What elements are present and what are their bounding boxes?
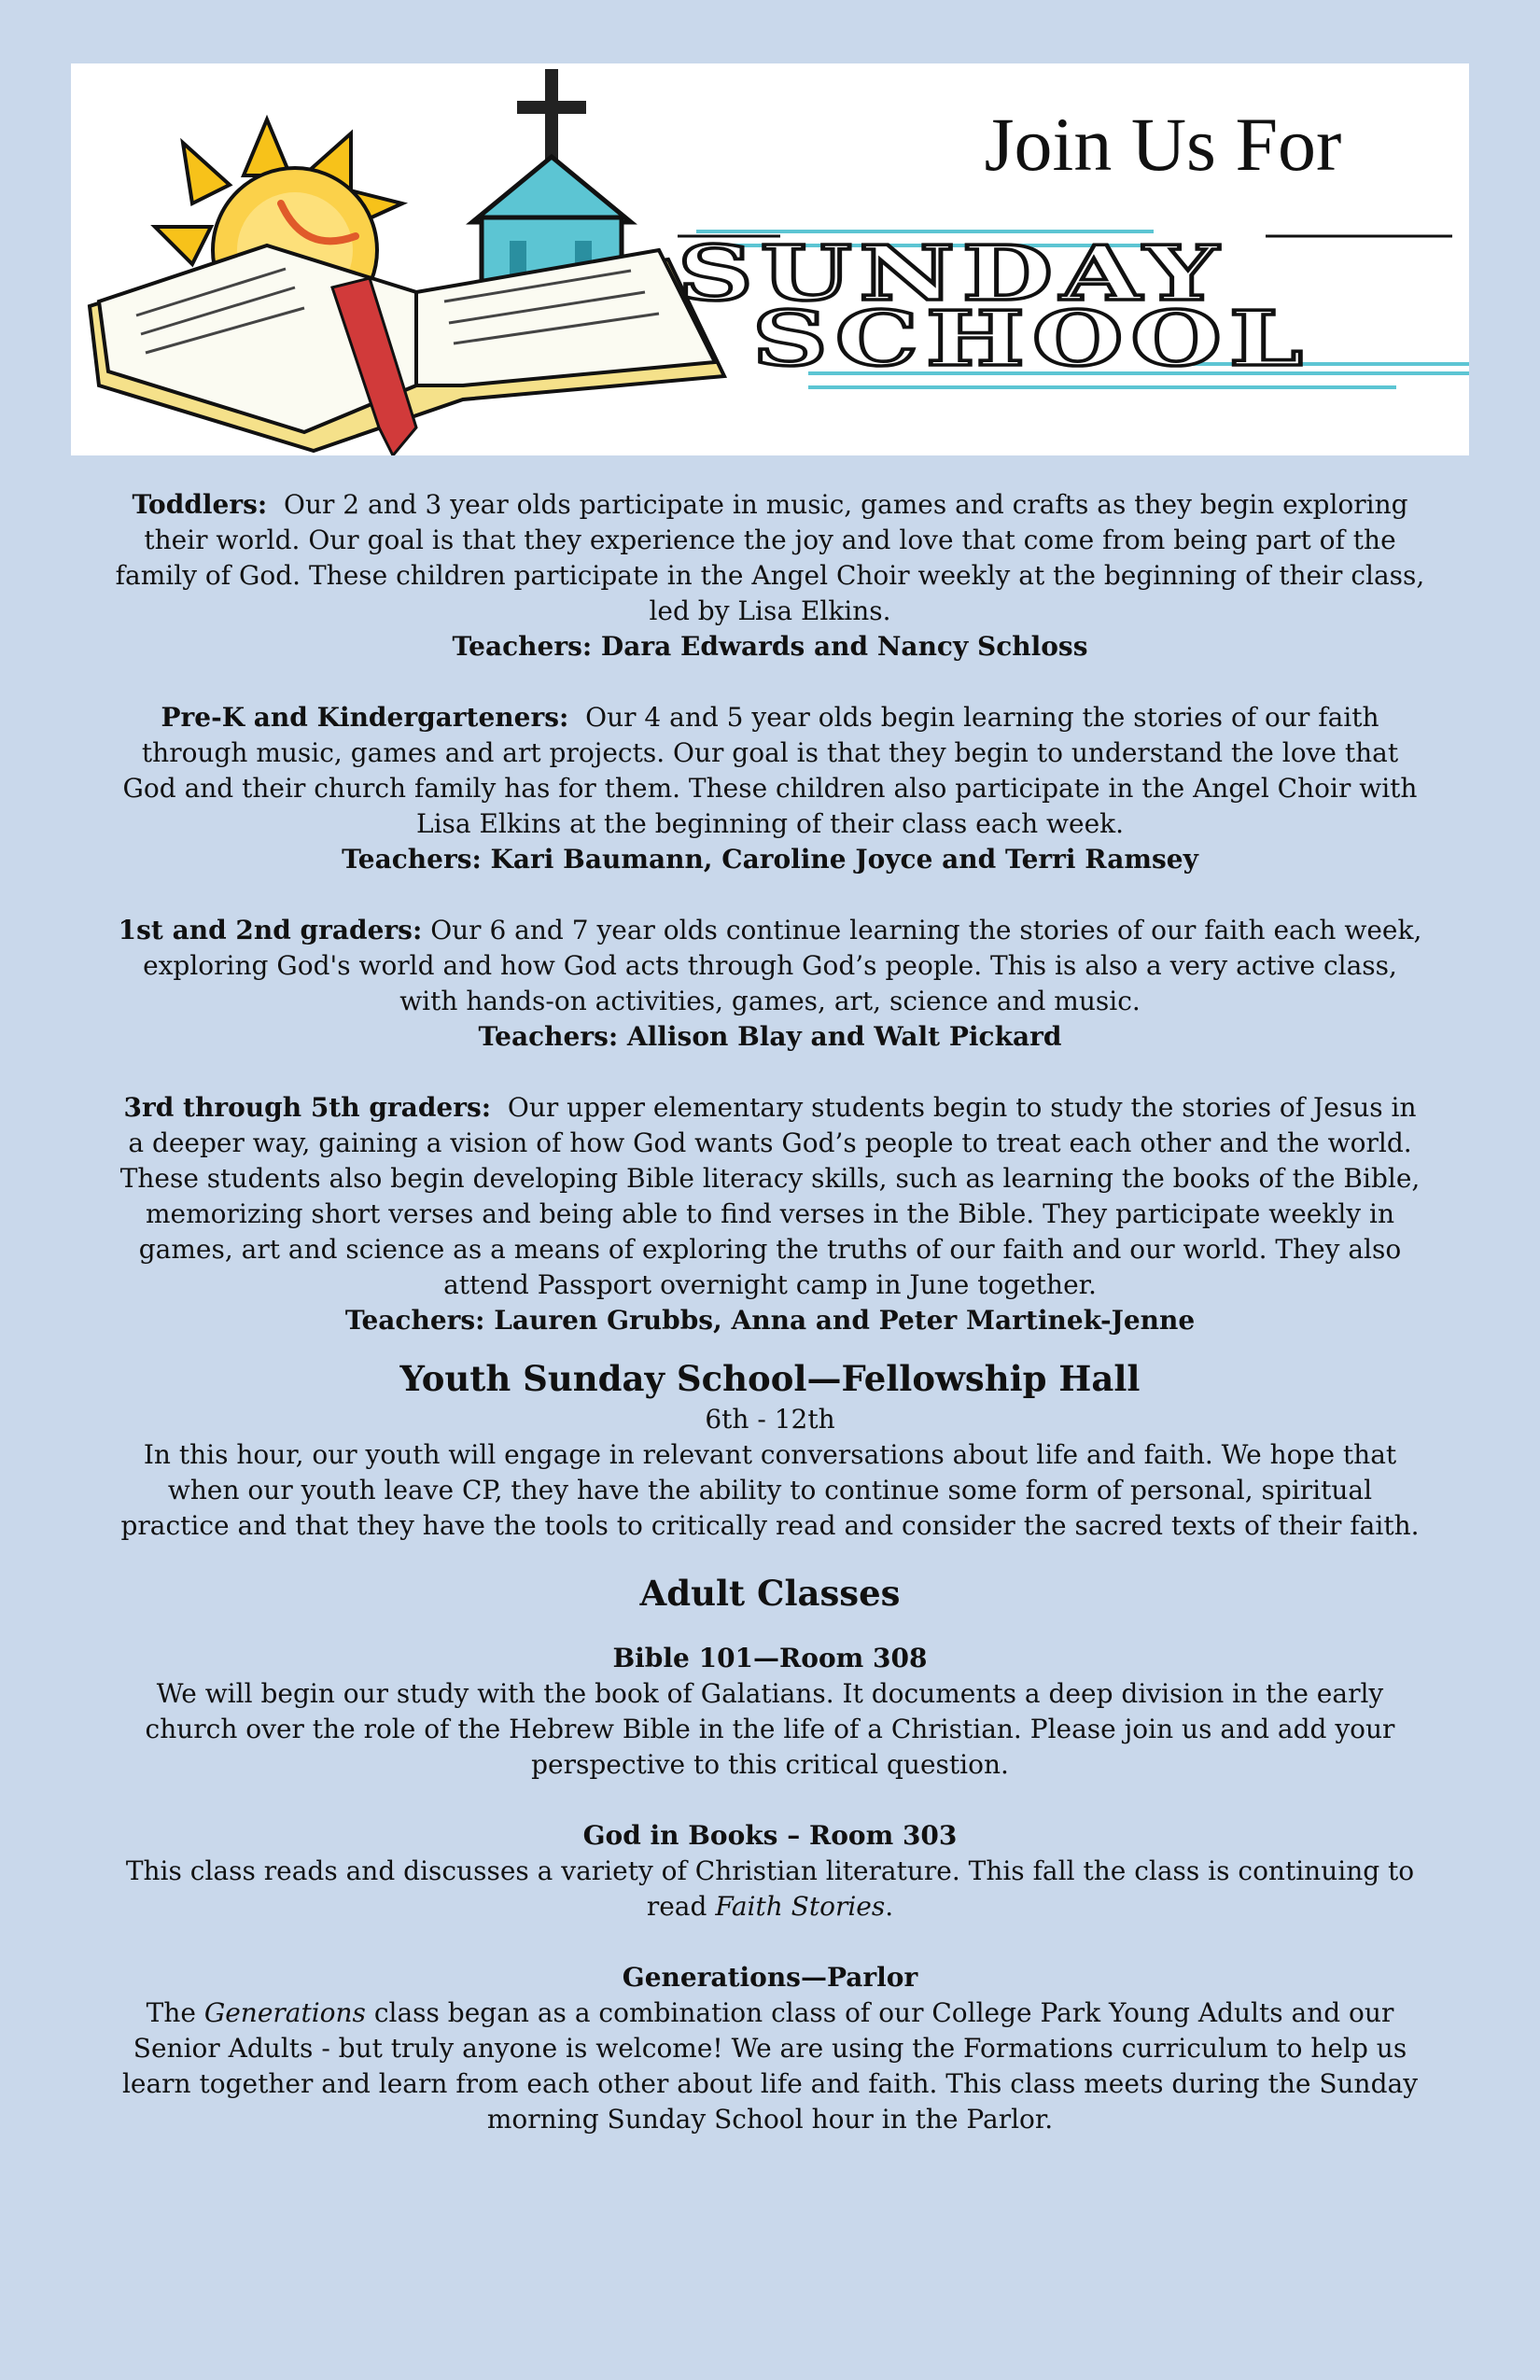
banner-title: Join Us For	[984, 102, 1342, 187]
section-adult	[112, 1570, 1428, 2137]
adult-heading: Adult Classes	[639, 1573, 901, 1614]
adult-class-god-in-books	[112, 1818, 1428, 1925]
section-label: Pre-K and Kindergarteners:	[161, 702, 569, 733]
section-label: Toddlers:	[132, 489, 268, 520]
section-label: 3rd through 5th graders:	[123, 1092, 492, 1123]
youth-heading: Youth Sunday School—Fellowship Hall	[399, 1358, 1141, 1399]
class-title: Bible 101—Room 308	[612, 1643, 928, 1673]
adult-class-generations	[112, 1960, 1428, 2137]
section-1st-2nd	[112, 913, 1428, 1055]
section-text: Our upper elementary students begin to study the stories of Jesus in a deeper way, gaining a vision of how God wants God’s people to treat each other and the world. These students also begin developing Bible literacy skills, such as learning the books of the Bible, memorizing short verses and being able to find verses in the Bible. They participate weekly in games, art and science as a means of exploring the truths of our faith and our world. They also attend Passport overnight camp in June together.	[119, 1092, 1421, 1300]
youth-grades: 6th - 12th	[705, 1404, 835, 1435]
section-text: Our 2 and 3 year olds participate in music, games and crafts as they begin exploring their world. Our goal is that they experience the joy and love that come from being part of the family of God. These children participate in the Angel Choir weekly at the beginning of their class, led by Lisa Elkins.	[115, 489, 1425, 626]
section-label: 1st and 2nd graders:	[118, 915, 423, 945]
section-text: Our 6 and 7 year olds continue learning the stories of our faith each week, exploring God's world and how God acts through God’s people. This is also a very active class, with hands-on activities, games, art, science and music.	[143, 915, 1422, 1016]
header-banner	[71, 63, 1469, 455]
banner-word-sunday: SUNDAY	[678, 230, 1226, 318]
class-text: The	[146, 1997, 204, 2028]
section-youth	[112, 1355, 1428, 1544]
adult-class-bible-101	[112, 1641, 1428, 1783]
section-teachers: Teachers: Lauren Grubbs, Anna and Peter Martinek-Jenne	[344, 1305, 1196, 1336]
section-text: Our 4 and 5 year olds begin learning the stories of our faith through music, games and art projects. Our goal is that they begin to understand the love that God and their church family has for them. These children also participate in the Angel Choir with Lisa Elkins at the beginning of their class each week.	[122, 702, 1418, 839]
section-3rd-5th	[112, 1090, 1428, 1338]
class-text: We will begin our study with the book of Galatians. It documents a deep division in the early church over the role of the Hebrew Bible in the life of a Christian. Please join us and add your perspective to this critical question.	[145, 1678, 1395, 1780]
section-teachers: Teachers: Kari Baumann, Caroline Joyce and Terri Ramsey	[342, 844, 1198, 875]
class-text: This class reads and discusses a variety of Christian literature. This fall the class is continuing to read	[125, 1855, 1415, 1922]
class-title: God in Books – Room 303	[582, 1820, 958, 1851]
class-text-end: class began as a combination class of our College Park Young Adults and our Senior Adults - but truly anyone is welcome! We are using the Formations curriculum to help us learn together and learn from each other about life and faith. This class meets during the Sunday morning Sunday School hour in the Parlor.	[121, 1997, 1419, 2135]
class-text-end: .	[885, 1891, 894, 1922]
section-teachers: Teachers: Dara Edwards and Nancy Schloss	[452, 631, 1088, 662]
class-text-italic: Faith Stories	[715, 1891, 886, 1922]
youth-text: In this hour, our youth will engage in relevant conversations about life and faith. We hope that when our youth leave CP, they have the ability to continue some form of personal, spiritual practice and that they have the tools to critically read and consider the sacred texts of their faith.	[120, 1439, 1420, 1541]
section-prek	[112, 700, 1428, 877]
section-teachers: Teachers: Allison Blay and Walt Pickard	[478, 1021, 1062, 1052]
section-toddlers	[112, 487, 1428, 665]
class-text-italic: Generations	[203, 1997, 366, 2028]
main-content	[112, 487, 1428, 2173]
class-title: Generations—Parlor	[622, 1962, 918, 1993]
banner-word-school: SCHOOL	[752, 295, 1310, 384]
